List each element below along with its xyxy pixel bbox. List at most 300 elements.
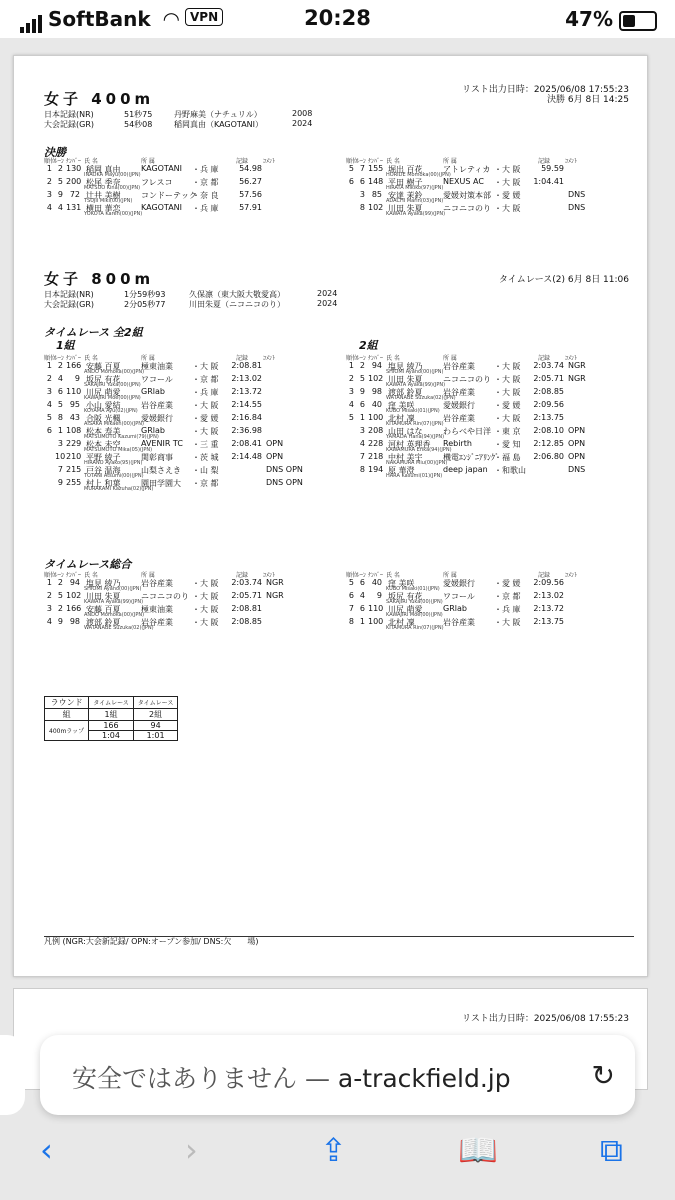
cell-t: KAGOTANI (141, 164, 183, 173)
lap-group: 組 (45, 709, 89, 721)
cell-rec: 1:04.41 (533, 177, 564, 186)
cell-romaji: ANDO Momoka(00)(JPN) (84, 612, 145, 618)
cell-n: 川田 朱夏 (388, 375, 423, 384)
cell-n: 中村 美宇 (388, 453, 423, 462)
cell-rec: 54.98 (239, 164, 262, 173)
cell-r: 3 (46, 190, 52, 199)
cell-l: 2 (57, 578, 63, 587)
cell-romaji: KOYAMA Ayu(02)(JPN) (84, 408, 138, 414)
cell-l: 8 (359, 465, 365, 474)
cell-t: 岩谷産業 (141, 618, 173, 627)
table-row (346, 413, 596, 426)
cell-romaji: ADACHI Marin(03)(JPN) (386, 198, 444, 204)
cell-c: DNS (568, 203, 586, 212)
nr-time: 1分59秒93 (124, 290, 166, 299)
table-row (346, 374, 596, 387)
table-row (44, 387, 294, 400)
header-team: 所 属 (443, 572, 457, 579)
header-rec: 記録 (236, 158, 249, 165)
header-lane: ﾚｰﾝ (55, 355, 65, 362)
cell-n: 坂尻 有花 (388, 592, 423, 601)
cell-romaji: KAWAJIRI Moe(00)(JPN) (386, 612, 443, 618)
cell-t: Rebirth (443, 439, 472, 448)
cell-n: 窪 美咲 (388, 401, 415, 410)
cell-romaji: MATSUMOTO Mika(05)(JPN) (84, 447, 153, 453)
gr-time: 54秒08 (124, 120, 153, 129)
cell-romaji: KITAMURA Rin(07)(JPN) (386, 421, 444, 427)
cell-b: 108 (66, 426, 82, 435)
event-title-400m: 女子 400m (44, 90, 155, 108)
cell-b: 218 (368, 452, 384, 461)
cell-l: 2 (57, 361, 63, 370)
cell-p: ・大 阪 (192, 618, 219, 627)
cell-b: 229 (66, 439, 82, 448)
cell-n: 坂尻 有花 (86, 375, 121, 384)
cell-romaji: KAWAJIRI Moe(00)(JPN) (84, 395, 141, 401)
table-row (346, 439, 596, 452)
header-bib: ﾅﾝﾊﾞｰ (368, 158, 384, 165)
cell-t: コンドーテック (141, 191, 197, 200)
cell-p: ・兵 庫 (192, 388, 219, 397)
cell-romaji: SHIOMI Ayano(00)(JPN) (386, 369, 444, 375)
cell-l: 9 (57, 190, 63, 199)
cell-r: 4 (46, 400, 52, 409)
cell-n: 山田 はな (388, 427, 423, 436)
cell-p: ・愛 知 (494, 440, 521, 449)
cell-p: ・三 重 (192, 440, 219, 449)
nr-year: 2008 (292, 109, 313, 118)
cell-romaji: HORIDE Momoka(00)(JPN) (386, 172, 451, 178)
cell-t: 愛媛銀行 (443, 579, 475, 588)
table-row (346, 177, 596, 190)
table-row (346, 190, 596, 203)
cell-p: ・茨 城 (192, 453, 219, 462)
cell-r: 1 (348, 361, 354, 370)
header-lane: ﾚｰﾝ (357, 158, 367, 165)
cell-c: OPN (568, 452, 586, 461)
cell-t: 岩谷産業 (443, 362, 475, 371)
status-bar (0, 0, 675, 38)
cell-b: 194 (368, 465, 384, 474)
cell-c: OPN (568, 439, 586, 448)
lap-time: 1:01 (133, 731, 178, 741)
cell-r: 6 (348, 591, 354, 600)
cell-r: 3 (46, 604, 52, 613)
cell-b: 215 (66, 465, 82, 474)
cell-p: ・兵 庫 (494, 605, 521, 614)
header-bib: ﾅﾝﾊﾞｰ (66, 158, 82, 165)
cell-l: 4 (359, 439, 365, 448)
cell-romaji: INAOKA Mayu(00)(JPN) (84, 172, 141, 178)
cell-b: 110 (66, 387, 82, 396)
cell-romaji: YAMADA Hana(94)(JPN) (386, 434, 445, 440)
cell-l: 5 (57, 591, 63, 600)
cell-rec: 2:13.02 (231, 374, 262, 383)
cell-romaji: YOKOTA Karen(00)(JPN) (84, 211, 143, 217)
vpn-badge: VPN (185, 8, 223, 26)
cell-n: 河村 英理香 (388, 440, 431, 449)
cell-b: 40 (371, 578, 382, 587)
cell-r: 2 (46, 177, 52, 186)
cell-rec: 2:08.85 (231, 617, 262, 626)
cell-romaji: TOTANI Atsumi(00)(JPN) (84, 473, 144, 479)
cell-b: 40 (371, 400, 382, 409)
cell-b: 255 (66, 478, 82, 487)
list-time: リスト出力日時：2025/06/08 17:55:23 (462, 85, 629, 95)
cell-b: 130 (66, 164, 82, 173)
gr-year: 2024 (317, 299, 338, 308)
cell-rec: 2:05.71 (231, 591, 262, 600)
list-time: リスト出力日時：2025/06/08 17:55:23 (462, 1014, 629, 1024)
cell-t: 山梨さえき (141, 466, 181, 475)
cell-romaji: AISAKA Mikaen(00)(JPN) (84, 421, 144, 427)
cell-c: OPN (568, 426, 586, 435)
cell-romaji: KUBO Misaki(01)(JPN) (386, 408, 440, 414)
cell-n: 北村 凜 (388, 618, 415, 627)
cell-p: ・大 阪 (494, 362, 521, 371)
table-row (346, 203, 596, 216)
cell-n: 平野 綾子 (86, 453, 121, 462)
table-row (346, 400, 596, 413)
cell-t: KAGOTANI (141, 203, 183, 212)
cell-c: DNS (568, 465, 586, 474)
header-name: 氏 名 (84, 572, 98, 579)
cell-romaji: KUBO Misaki(01)(JPN) (386, 586, 440, 592)
cell-l: 2 (57, 604, 63, 613)
legend: 凡例 (NGR:大会新記録/ OPN:オープン参加/ DNS:欠 場) (44, 937, 259, 946)
table-row (346, 465, 596, 478)
cell-romaji: WATANABE Suzuka(02)(JPN) (386, 395, 456, 401)
header-team: 所 属 (141, 355, 155, 362)
cell-rec: 57.91 (239, 203, 262, 212)
cell-p: ・和歌山 (494, 466, 526, 475)
cell-p: ・大 阪 (192, 579, 219, 588)
cell-l: 7 (57, 465, 63, 474)
cell-n: 辻井 美樹 (86, 191, 121, 200)
header-lane: ﾚｰﾝ (357, 572, 367, 579)
table-row (346, 387, 596, 400)
cell-l: 9 (359, 387, 365, 396)
header-rank: 順位 (346, 355, 359, 362)
header-rec: 記録 (538, 158, 551, 165)
cell-t: 園田学園大 (141, 479, 181, 488)
cell-romaji: HARA Kasumi(01)(JPN) (386, 473, 443, 479)
cell-r: 1 (46, 361, 52, 370)
back-icon[interactable]: ‹ (40, 1131, 53, 1169)
cell-t: deep japan (443, 465, 488, 474)
cell-n: 安藤 百夏 (86, 605, 121, 614)
gr-label: 大会記録(GR) (44, 300, 94, 309)
cell-rec: 2:08.81 (231, 604, 262, 613)
header-rank: 順位 (44, 158, 57, 165)
cell-t: 愛媛銀行 (141, 414, 173, 423)
cell-b: 102 (368, 203, 384, 212)
cell-r: 5 (46, 413, 52, 422)
cell-l: 3 (359, 426, 365, 435)
cell-t: AVENIR TC (141, 439, 183, 448)
table-row (346, 604, 596, 617)
cell-n: 原 華澄 (388, 466, 415, 475)
cell-c: DNS (568, 190, 586, 199)
lap-bib: 94 (133, 721, 178, 731)
tabs-icon[interactable]: ⧉ (600, 1131, 623, 1169)
cell-l: 5 (359, 374, 365, 383)
url-text[interactable]: 安全ではありません — a-trackfield.jp (72, 1064, 511, 1093)
cell-rec: 2:13.72 (231, 387, 262, 396)
cell-p: ・大 阪 (192, 427, 219, 436)
cell-b: 148 (368, 177, 384, 186)
header-cmt: ｺﾒﾝﾄ (263, 572, 276, 579)
cell-b: 9 (376, 591, 382, 600)
cell-rec: 2:08.85 (533, 387, 564, 396)
table-row (44, 177, 294, 190)
cell-n: 堀出 百花 (388, 165, 423, 174)
cell-t: 関彰商事 (141, 453, 173, 462)
cell-n: 村上 和葉 (86, 479, 121, 488)
section-timerace: タイムレース 全2組 (44, 326, 143, 339)
cell-p: ・愛 媛 (494, 579, 521, 588)
race-time: タイムレース(2) 6月 8日 11:06 (498, 275, 629, 285)
cell-r: 7 (348, 604, 354, 613)
nr-name: 久保凛（東大阪大敬愛高） (189, 290, 285, 299)
forward-icon[interactable]: › (185, 1131, 198, 1169)
cell-b: 43 (69, 413, 80, 422)
cell-romaji: HIRANO Ayako(95)(JPN) (84, 460, 143, 466)
cell-b: 208 (368, 426, 384, 435)
header-rank: 順位 (346, 572, 359, 579)
table-row (346, 617, 596, 630)
header-rec: 記録 (236, 572, 249, 579)
cell-p: ・大 阪 (192, 592, 219, 601)
cell-n: 北村 凜 (388, 414, 415, 423)
cell-t: GRlab (443, 604, 467, 613)
header-rank: 順位 (346, 158, 359, 165)
table-row (346, 578, 596, 591)
cell-l: 8 (359, 203, 365, 212)
cell-rec: 2:05.71 (533, 374, 564, 383)
cell-c: OPN (266, 439, 284, 448)
header-cmt: ｺﾒﾝﾄ (263, 355, 276, 362)
cell-p: ・愛 媛 (494, 401, 521, 410)
cell-l: 5 (57, 177, 63, 186)
table-row (44, 374, 294, 387)
cell-n: 松本 寿美 (86, 427, 121, 436)
cell-rec: 2:13.02 (533, 591, 564, 600)
header-team: 所 属 (141, 158, 155, 165)
cell-p: ・京 都 (192, 479, 219, 488)
cell-n: 小山 愛結 (86, 401, 121, 410)
cell-rec: 2:08.10 (533, 426, 564, 435)
table-row (44, 452, 294, 465)
reload-icon[interactable]: ↻ (591, 1059, 615, 1092)
cell-romaji: SHIOMI Ayano(00)(JPN) (84, 586, 142, 592)
cell-b: 95 (69, 400, 80, 409)
header-bib: ﾅﾝﾊﾞｰ (368, 572, 384, 579)
cell-t: 愛媛対策本部 (443, 191, 491, 200)
cell-r: 6 (46, 426, 52, 435)
lap-header: ラウンド (45, 697, 89, 709)
header-bib: ﾅﾝﾊﾞｰ (66, 355, 82, 362)
cell-romaji: MURAKAMI Kazuha(02)(JPN) (84, 486, 154, 492)
cell-p: ・京 都 (192, 178, 219, 187)
cell-b: 100 (368, 617, 384, 626)
cell-p: ・京 都 (494, 592, 521, 601)
cell-b: 100 (368, 413, 384, 422)
cell-b: 9 (74, 374, 80, 383)
clock: 20:28 (304, 6, 371, 30)
cell-l: 8 (57, 413, 63, 422)
lap-group: 1組 (89, 709, 134, 721)
section-final: 決勝 (44, 146, 66, 159)
cell-l: 6 (359, 177, 365, 186)
cell-t: 岩谷産業 (443, 618, 475, 627)
cell-b: 102 (368, 374, 384, 383)
group-1-label: 1組 (56, 339, 75, 352)
cell-p: ・大 阪 (494, 165, 521, 174)
cell-l: 3 (359, 190, 365, 199)
cell-l: 2 (57, 164, 63, 173)
cell-rec: 2:03.74 (533, 361, 564, 370)
lap-label: 400mラップ (45, 721, 89, 741)
cell-r: 1 (46, 164, 52, 173)
cell-c: OPN (266, 452, 284, 461)
cell-p: ・大 阪 (192, 362, 219, 371)
cell-t: 極東油業 (141, 362, 173, 371)
cell-r: 4 (46, 617, 52, 626)
cell-b: 200 (66, 177, 82, 186)
cell-rec: 2:08.41 (231, 439, 262, 448)
header-rank: 順位 (44, 355, 57, 362)
cell-romaji: ANDO Momoka(00)(JPN) (84, 369, 145, 375)
cell-n: 安藤 百夏 (86, 362, 121, 371)
carrier: SoftBank ◠ (20, 7, 179, 33)
cell-rec: 2:13.75 (533, 617, 564, 626)
header-lane: ﾚｰﾝ (55, 572, 65, 579)
cell-n: 窪 美咲 (388, 579, 415, 588)
cell-t: アトレティカ (443, 165, 491, 174)
cell-rec: 56.27 (239, 177, 262, 186)
cell-n: 渡部 鈴夏 (86, 618, 121, 627)
cell-rec: 2:12.85 (533, 439, 564, 448)
cell-l: 6 (359, 578, 365, 587)
cell-l: 6 (57, 387, 63, 396)
cell-l: 6 (359, 400, 365, 409)
cell-t: フレスコ (141, 178, 173, 187)
cell-rec: 2:14.55 (231, 400, 262, 409)
cell-b: 166 (66, 361, 82, 370)
table-row (44, 203, 294, 216)
header-cmt: ｺﾒﾝﾄ (565, 158, 578, 165)
cell-b: 98 (69, 617, 80, 626)
section-total: タイムレース総合 (44, 558, 132, 571)
cell-r: 8 (348, 617, 354, 626)
cell-t: 岩谷産業 (141, 579, 173, 588)
gr-name: 稲岡真由（KAGOTANI） (174, 120, 264, 129)
cell-rec: 2:03.74 (231, 578, 262, 587)
share-icon[interactable]: ⇪ (320, 1131, 347, 1169)
table-row (44, 617, 294, 630)
header-rank: 順位 (44, 572, 57, 579)
cell-rec: 2:08.81 (231, 361, 262, 370)
header-team: 所 属 (141, 572, 155, 579)
cell-l: 4 (359, 591, 365, 600)
bookmarks-icon[interactable]: 📖 (458, 1131, 498, 1169)
gr-time: 2分05秒77 (124, 300, 166, 309)
cell-p: ・愛 媛 (494, 191, 521, 200)
cell-n: 合阪 光楓 (86, 414, 121, 423)
cell-romaji: HIRATA Mikiko(97)(JPN) (386, 185, 444, 191)
cell-t: ニコニコのり (141, 592, 189, 601)
address-bar[interactable] (40, 1035, 635, 1115)
cell-b: 155 (368, 164, 384, 173)
table-row (44, 578, 294, 591)
cell-l: 2 (359, 361, 365, 370)
cell-t: NEXUS AC (443, 177, 484, 186)
results-page (13, 55, 648, 977)
cell-romaji: SAKAJIRI Yuka(00)(JPN) (386, 599, 443, 605)
cell-p: ・京 都 (192, 375, 219, 384)
cell-romaji: WATANABE Suzuka(02)(JPN) (84, 625, 154, 631)
cell-romaji: MATSUMOTO Kazumi(79)(JPN) (84, 434, 159, 440)
table-row (44, 604, 294, 617)
cell-t: 岩谷産業 (443, 388, 475, 397)
cell-n: 横田 華恋 (86, 204, 121, 213)
cell-n: 川田 朱夏 (86, 592, 121, 601)
cell-p: ・奈 良 (192, 191, 219, 200)
lap-bib: 166 (89, 721, 134, 731)
cell-rec: 2:09.56 (533, 578, 564, 587)
lap-header: タイムレース (89, 697, 134, 709)
header-lane: ﾚｰﾝ (357, 355, 367, 362)
header-lane: ﾚｰﾝ (55, 158, 65, 165)
cell-n: 安達 茉鈴 (388, 191, 423, 200)
nr-label: 日本記録(NR) (44, 290, 94, 299)
cell-rec: 2:13.72 (533, 604, 564, 613)
cell-b: 166 (66, 604, 82, 613)
cell-rec: 2:06.80 (533, 452, 564, 461)
cell-t: ワコール (443, 592, 475, 601)
cell-t: 極東油業 (141, 605, 173, 614)
cell-p: ・愛 媛 (192, 414, 219, 423)
cell-romaji: NAKAMURA Miu(00)(JPN) (386, 460, 448, 466)
cell-r: 5 (348, 164, 354, 173)
header-team: 所 属 (443, 158, 457, 165)
table-row (346, 452, 596, 465)
cell-b: 102 (66, 591, 82, 600)
table-row (44, 591, 294, 604)
cell-r: 3 (348, 387, 354, 396)
previous-tab-card[interactable] (0, 1035, 25, 1115)
cell-r: 4 (46, 203, 52, 212)
cell-n: 塩見 綾乃 (86, 579, 121, 588)
lap-time: 1:04 (89, 731, 134, 741)
header-rec: 記録 (236, 355, 249, 362)
cell-t: 岩谷産業 (141, 401, 173, 410)
cell-b: 110 (368, 604, 384, 613)
table-row (44, 361, 294, 374)
cell-p: ・大 阪 (494, 375, 521, 384)
battery-icon (619, 11, 657, 31)
cell-n: 戸谷 温海 (86, 466, 121, 475)
header-bib: ﾅﾝﾊﾞｰ (66, 572, 82, 579)
gr-label: 大会記録(GR) (44, 120, 94, 129)
cell-c: NGR (266, 578, 284, 587)
table-row (44, 400, 294, 413)
cell-p: ・大 阪 (494, 618, 521, 627)
cell-n: 川尻 萌愛 (86, 388, 121, 397)
cell-rec: 2:14.48 (231, 452, 262, 461)
cell-l: 4 (57, 374, 63, 383)
